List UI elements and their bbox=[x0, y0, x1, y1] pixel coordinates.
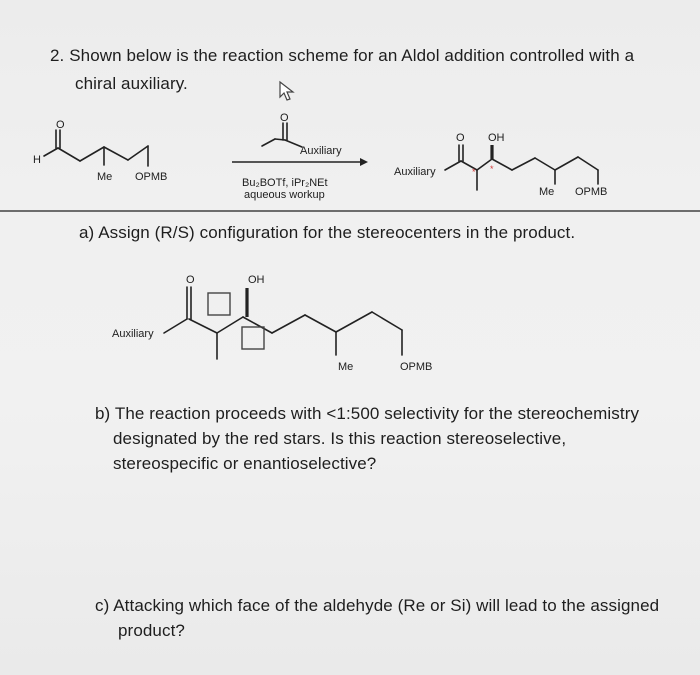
reactant-opmb-label: OPMB bbox=[135, 171, 168, 183]
aldehyde-reactant bbox=[33, 119, 167, 183]
answer-box-2[interactable] bbox=[242, 327, 264, 349]
reaction-scheme bbox=[0, 0, 700, 210]
arrow-head-icon bbox=[360, 158, 368, 166]
structure-auxiliary-label: Auxiliary bbox=[112, 328, 154, 340]
product-o-label: O bbox=[456, 132, 465, 144]
reactant-me-label: Me bbox=[97, 171, 113, 183]
product-auxiliary-label: Auxiliary bbox=[394, 166, 436, 178]
conditions-line1: Bu₂BOTf, iPr₂NEt bbox=[242, 177, 328, 189]
aldol-product bbox=[394, 132, 607, 198]
reagent-o-label: O bbox=[280, 112, 289, 124]
structure-opmb-label: OPMB bbox=[400, 361, 433, 373]
red-star-icon: * bbox=[472, 167, 476, 177]
structure-oh-label: OH bbox=[248, 274, 265, 286]
part-c-line2: product? bbox=[118, 621, 185, 640]
product-me-label: Me bbox=[539, 186, 555, 198]
product-oh-label: OH bbox=[488, 132, 505, 144]
conditions-line2: aqueous workup bbox=[244, 189, 325, 201]
section-divider bbox=[0, 210, 700, 212]
part-b-line2: designated by the red stars. Is this reaction stereoselective, bbox=[113, 429, 567, 448]
part-c-line1: c) Attacking which face of the aldehyde (Re or Si) will lead to the assigned bbox=[95, 596, 660, 615]
reagent-auxiliary-label: Auxiliary bbox=[300, 145, 342, 157]
answer-box-1[interactable] bbox=[208, 293, 230, 315]
structure-o-label: O bbox=[186, 274, 195, 286]
aldehyde-o-label: O bbox=[56, 119, 65, 131]
part-b-line3: stereospecific or enantioselective? bbox=[113, 454, 377, 473]
auxiliary-reagent bbox=[262, 112, 342, 157]
aldehyde-h-label: H bbox=[33, 154, 41, 166]
part-a-text: a) Assign (R/S) configuration for the stereocenters in the product. bbox=[79, 223, 576, 242]
question-title-line1: 2. Shown below is the reaction scheme for an Aldol addition controlled with a bbox=[50, 46, 635, 65]
structure-me-label: Me bbox=[338, 361, 354, 373]
part-a-structure bbox=[0, 255, 700, 385]
red-star-icon: * bbox=[490, 164, 494, 174]
part-b-line1: b) The reaction proceeds with <1:500 selectivity for the stereochemistry bbox=[95, 404, 640, 423]
product-opmb-label: OPMB bbox=[575, 186, 608, 198]
question-title-line2: chiral auxiliary. bbox=[75, 74, 188, 93]
